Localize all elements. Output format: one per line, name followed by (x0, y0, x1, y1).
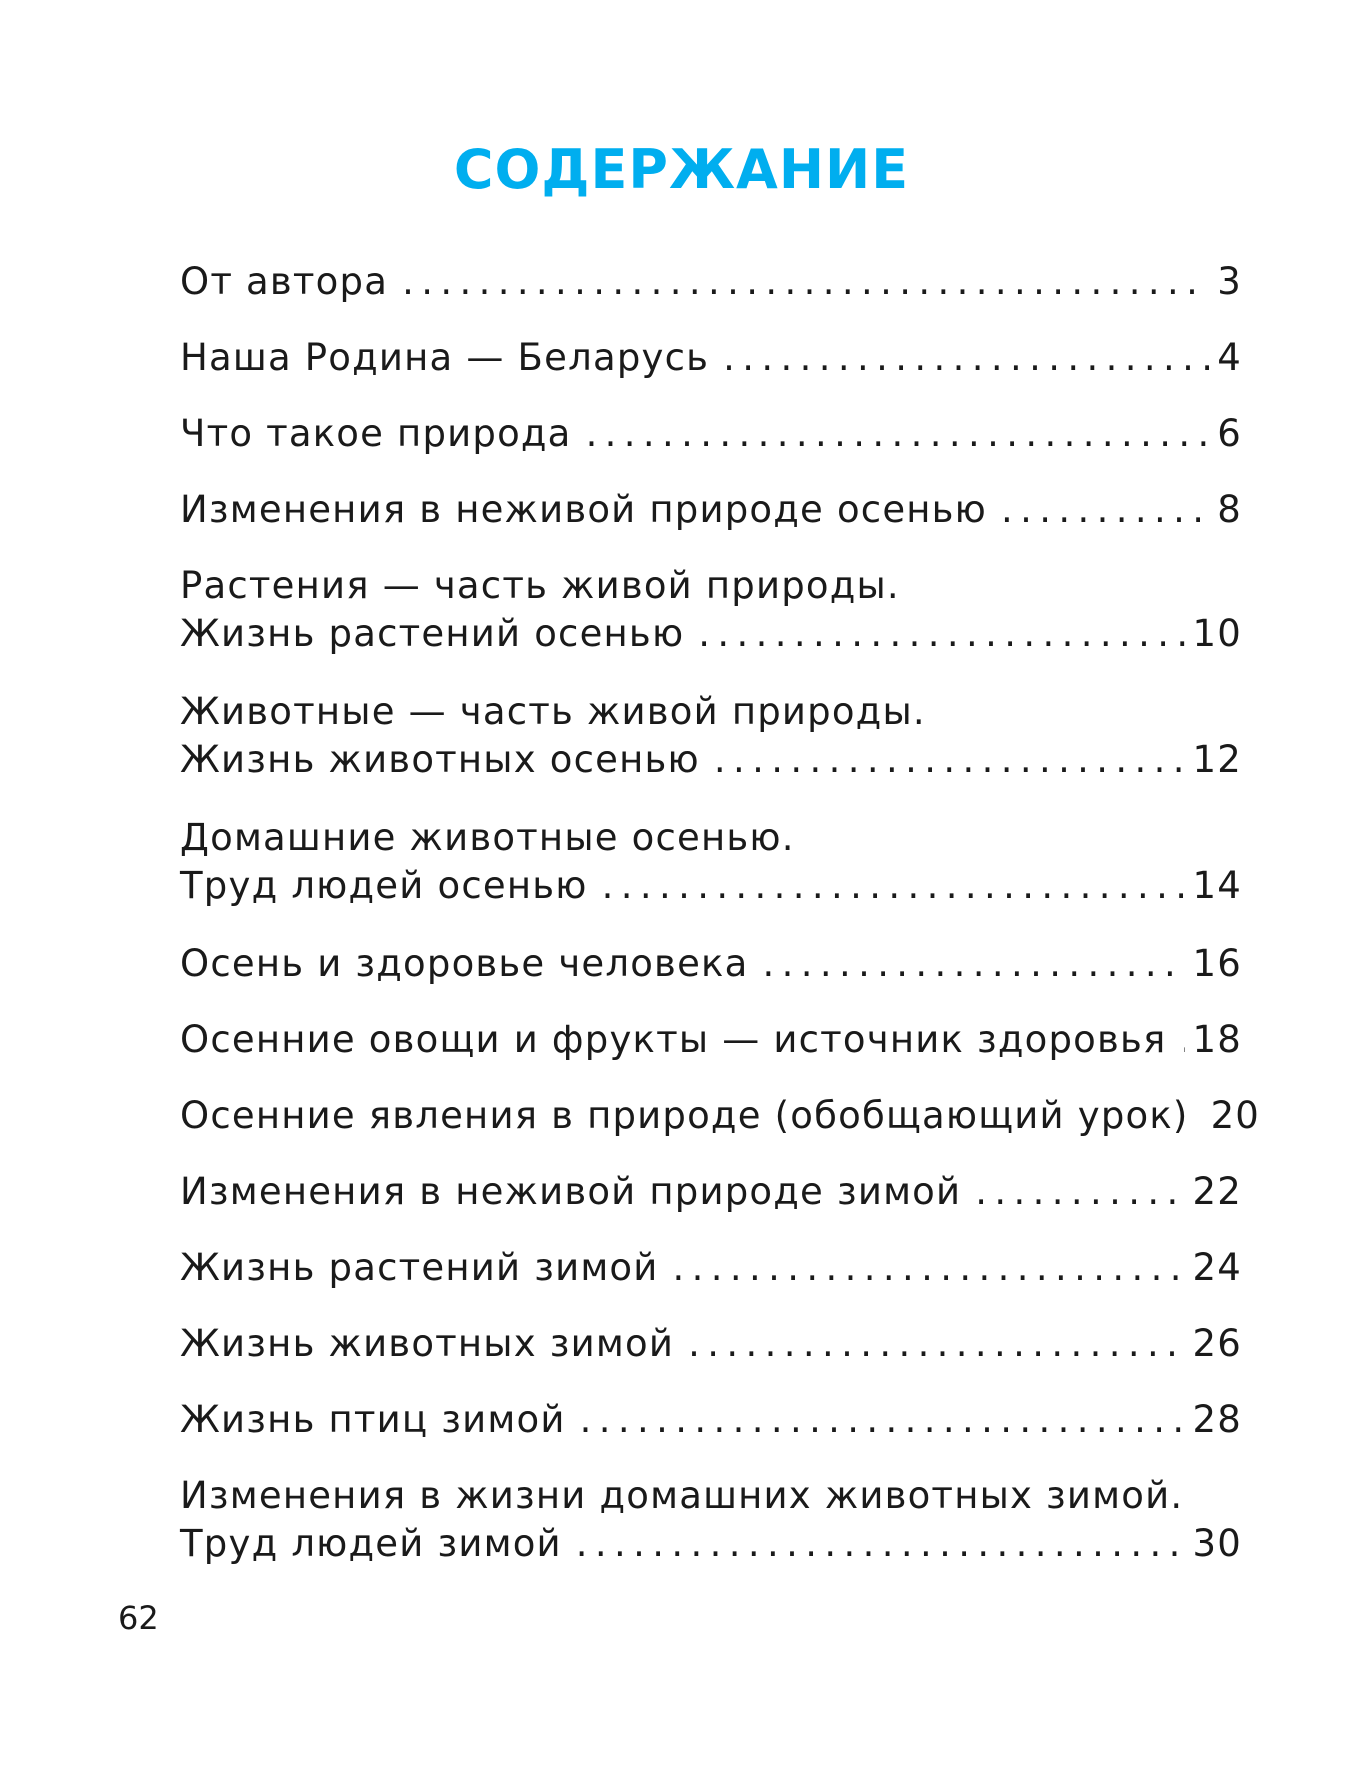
page-title: СОДЕРЖАНИЕ (453, 138, 910, 201)
toc-entry[interactable] (180, 1168, 1242, 1216)
toc-entry-title: Изменения в неживой природе зимой (180, 1170, 962, 1213)
toc-entry-title: Жизнь растений осенью (180, 612, 685, 655)
toc-entry-title: Труд людей осенью (180, 864, 588, 907)
toc-entry-page: 4 (1217, 336, 1242, 379)
toc-entry[interactable] (180, 486, 1242, 534)
toc-entry-title: Наша Родина — Беларусь (180, 336, 710, 379)
toc-entry-title: Жизнь животных зимой (180, 1322, 675, 1365)
dot-leader (714, 736, 1185, 784)
toc-entry-page: 8 (1217, 488, 1242, 531)
toc-entry[interactable] (180, 1396, 1242, 1444)
toc-entry[interactable] (180, 1472, 1242, 1568)
toc-entry[interactable] (180, 334, 1242, 382)
toc-entry-page: 3 (1217, 260, 1242, 303)
toc-entry-title: От автора (180, 260, 389, 303)
toc-entry-page: 24 (1192, 1246, 1242, 1289)
toc-entry-page: 16 (1192, 942, 1242, 985)
toc-entry-title: Осенние явления в природе (обобщающий урок) (180, 1094, 1189, 1137)
toc-entry-page: 12 (1192, 738, 1242, 781)
toc-entry[interactable] (180, 410, 1242, 458)
toc-entry-title: Жизнь птиц зимой (180, 1398, 566, 1441)
toc-entry-title: Изменения в неживой природе осенью (180, 488, 988, 531)
toc-entry-title: Что такое природа (180, 412, 572, 455)
toc-entry-title-line1: Изменения в жизни домашних животных зимой. (180, 1474, 1184, 1517)
dot-leader (698, 610, 1184, 658)
toc-entry-page: 22 (1192, 1170, 1242, 1213)
dot-leader (1001, 486, 1209, 534)
dot-leader (723, 334, 1209, 382)
toc-entry-page: 6 (1217, 412, 1242, 455)
toc-entry-page: 30 (1192, 1522, 1242, 1565)
toc-entry[interactable] (180, 940, 1242, 988)
toc-entry-title-line1: Животные — часть живой природы. (180, 690, 926, 733)
toc-entry[interactable] (180, 1244, 1242, 1292)
dot-leader (402, 258, 1209, 306)
dot-leader (688, 1320, 1184, 1368)
toc-entry-page: 14 (1192, 864, 1242, 907)
toc-entry-page: 20 (1210, 1094, 1261, 1137)
toc-entry-page: 26 (1192, 1322, 1242, 1365)
toc-entry-title-line1: Домашние животные осенью. (180, 816, 795, 859)
toc-entry-title-line1: Растения — часть живой природы. (180, 564, 900, 607)
dot-leader (576, 1520, 1185, 1568)
toc-entry-page: 18 (1192, 1018, 1242, 1061)
dot-leader (975, 1168, 1184, 1216)
page-number: 62 (118, 1599, 159, 1637)
dot-leader (580, 1396, 1185, 1444)
toc-entry[interactable] (180, 814, 1242, 910)
toc-entry[interactable] (180, 1092, 1261, 1140)
toc-entry-title: Осенние овощи и фрукты — источник здоровья (180, 1018, 1167, 1061)
toc-entry[interactable] (180, 562, 1242, 658)
dot-leader (673, 1244, 1185, 1292)
toc-entry-title: Труд людей зимой (180, 1522, 562, 1565)
toc-entry[interactable] (180, 1016, 1242, 1064)
toc-entry[interactable] (180, 258, 1242, 306)
toc-entry-title: Осень и здоровье человека (180, 942, 749, 985)
toc-entry[interactable] (180, 1320, 1242, 1368)
toc-entry-title: Жизнь растений зимой (180, 1246, 659, 1289)
dot-leader (586, 410, 1210, 458)
dot-leader (1180, 1016, 1184, 1064)
dot-leader (762, 940, 1184, 988)
toc-entry[interactable] (180, 688, 1242, 784)
toc-entry-page: 28 (1192, 1398, 1242, 1441)
dot-leader (602, 862, 1185, 910)
toc-entry-page: 10 (1192, 612, 1242, 655)
toc-entry-title: Жизнь животных осенью (180, 738, 700, 781)
